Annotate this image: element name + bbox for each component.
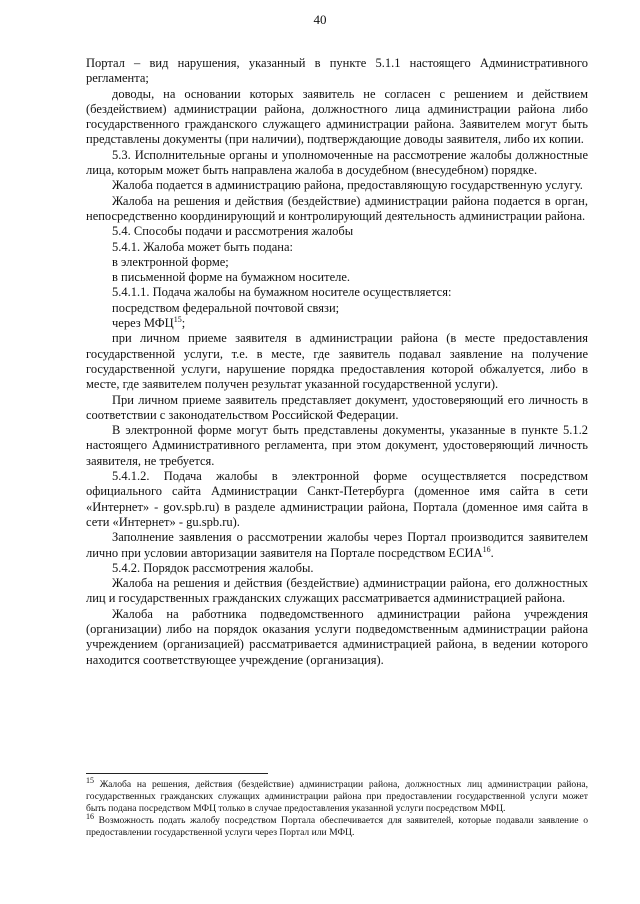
list-item-electronic-form: в электронной форме; (112, 254, 229, 269)
list-item-mfc: через МФЦ$^{15}$; (112, 314, 186, 331)
paragraph-portal-violation: Портал – вид нарушения, указанный в пункте 5.1.1 настоящего Административного регламента; (86, 56, 588, 86)
paragraph-portal-esia: Заполнение заявления о рассмотрении жалобы через Портал производится заявителем лично при условии авторизации заявителя на Портале посредством ЕСИА$^{16}$. (86, 530, 588, 560)
paragraph-complaint-on-administration: Жалоба на решения и действия (бездействие) администрации района подается в орган, непосредственно координирующий и контролирующий деятельность администрации района. (86, 193, 588, 223)
paragraph-section-5-4: 5.4. Способы подачи и рассмотрения жалобы (112, 224, 354, 239)
paragraph-section-5-4-1: 5.4.1. Жалоба может быть подана: (112, 239, 294, 254)
paragraph-complaint-filed: Жалоба подается в администрацию района, предоставляющую государственную услугу. (112, 178, 583, 193)
paragraph-electronic-documents: В электронной форме могут быть представлены документы, указанные в пункте 5.1.2 настоящего Административного регламента, при этом документ, удостоверяющий личность заявителя, не требуется. (86, 423, 588, 468)
list-item-postal: посредством федеральной почтовой связи; (112, 300, 340, 315)
footnote-15: $^{15}$ Жалоба на решения, действия (бездействие) администрации района, должностных лиц администрации района, государственных гражданских служащих администрации района при предоставлении государственной услуги может быть подана посредством МФЦ только в случае предоставления указанной услуги посредством МФЦ. (86, 775, 588, 814)
paragraph-section-5-4-1-2: 5.4.1.2. Подача жалобы в электронной форме осуществляется посредством официального сайта Администрации Санкт-Петербурга (доменное имя сайта в сети «Интернет» - gov.spb.ru) в разделе администрации района, Портала (доменное имя сайта в сети «Интернет» - gu.spb.ru). (86, 469, 588, 529)
paragraph-arguments: доводы, на основании которых заявитель не согласен с решением и действием (бездействием) администрации района, должностного лица администрации района либо государственного гражданского служащего администрации района. Заявителем могут быть представлены документы (при наличии), подтверждающие доводы заявителя, либо их копии. (86, 86, 588, 147)
footnote-separator (86, 773, 268, 774)
paragraph-section-5-3: 5.3. Исполнительные органы и уполномоченные на рассмотрение жалобы должностные лица, которым может быть направлена жалоба в досудебном (внесудебном) порядке. (86, 147, 588, 178)
body-text (86, 56, 588, 668)
footnote-marker-15: 15 (86, 775, 94, 785)
page-number: 40 (313, 12, 327, 27)
list-item-personal-reception: при личном приеме заявителя в администрации района (в месте предоставления государственной услуги, т.е. в месте, где заявитель подавал заявление на получение государственной услуги, нарушение порядка предоставления которой обжалуется, либо в месте, где заявителем получен результат указанной государственной услуги). (86, 331, 588, 392)
footnote-marker-16: 16 (86, 811, 94, 821)
paragraph-subordinate-institution: Жалоба на работника подведомственного администрации района учреждения (организации) либо на порядок оказания услуги подведомственным администрации района учреждением (организацией) рассматривается администрацией района, в ведении которого находится соответствующее учреждение (организация). (86, 606, 588, 667)
list-item-paper-form: в письменной форме на бумажном носителе. (112, 270, 351, 285)
paragraph-complaint-considered: Жалоба на решения и действия (бездействие) администрации района, его должностных лиц и государственных гражданских служащих рассматривается администрацией района. (86, 576, 588, 606)
footnote-ref-16: 16 (482, 544, 491, 554)
paragraph-section-5-4-2: 5.4.2. Порядок рассмотрения жалобы. (112, 560, 314, 575)
footnotes (86, 775, 588, 839)
paragraph-section-5-4-1-1: 5.4.1.1. Подача жалобы на бумажном носителе осуществляется: (112, 285, 452, 300)
footnote-ref-15: 15 (173, 314, 182, 324)
paragraph-identity-document: При личном приеме заявитель представляет документ, удостоверяющий его личность в соответствии с законодательством Российской Федерации. (86, 392, 588, 422)
footnote-16: $^{16}$ Возможность подать жалобу посредством Портала обеспечивается для заявителей, которые подавали заявление о предоставлении государственной услуги через Портал или МФЦ. (86, 811, 588, 838)
